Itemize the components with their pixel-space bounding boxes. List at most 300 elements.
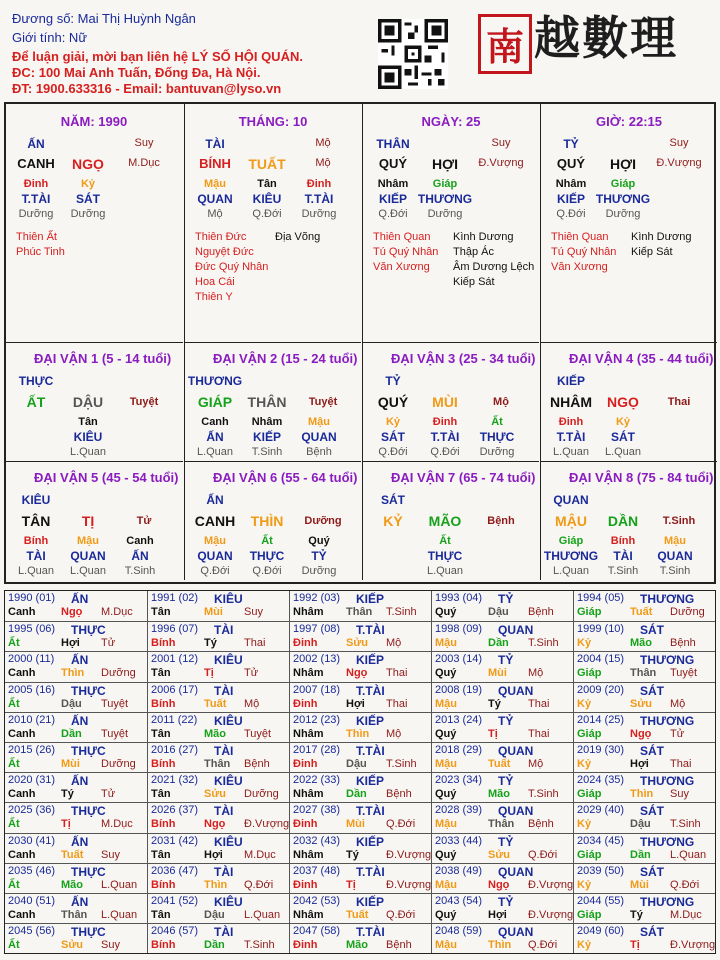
year-cell	[289, 833, 431, 863]
year-stem: Ất	[8, 637, 20, 650]
hidden-stem: Đinh	[432, 416, 458, 428]
header	[0, 0, 720, 100]
year-label: 1994 (05)	[577, 592, 625, 604]
year-stem: Bính	[151, 818, 176, 831]
hidden-stem-phase: Q.Đới	[252, 208, 282, 220]
pillar-4	[540, 104, 717, 342]
year-phase: Bệnh	[670, 637, 696, 650]
year-god: SÁT	[640, 864, 664, 879]
dai-van-title: ĐẠI VẬN 6 (55 - 64 tuổi)	[213, 470, 358, 485]
year-label: 2034 (45)	[577, 834, 625, 847]
year-phase: M.Dục	[244, 848, 276, 861]
year-stem: Đinh	[293, 939, 318, 952]
year-phase: Q.Đới	[528, 848, 558, 861]
hidden-stem: Ất	[439, 535, 451, 547]
hidden-stem-god: SÁT	[611, 430, 635, 444]
year-label: 2014 (25)	[577, 713, 625, 726]
year-stem: Mậu	[435, 697, 457, 710]
hidden-stem: Nhâm	[251, 416, 283, 428]
year-cell	[5, 742, 147, 772]
year-stem: Giáp	[577, 848, 602, 861]
hidden-stem-phase: Q.Đới	[556, 208, 586, 220]
year-label: 2020 (31)	[8, 774, 56, 787]
year-god: SÁT	[640, 683, 664, 698]
year-label: 2016 (27)	[151, 744, 199, 756]
hidden-stem: Kỷ	[615, 416, 631, 428]
pillar-stem-phase: Mộ	[315, 137, 331, 149]
star-auspicious: Văn Xương	[373, 261, 430, 273]
dai-van-stem: CANH	[194, 513, 236, 529]
year-label: 2002 (13)	[293, 653, 341, 666]
year-branch: Mão	[204, 727, 226, 740]
year-god: THỰC	[71, 683, 106, 698]
year-branch: Dần	[488, 637, 509, 650]
star-auspicious: Thiên Quan	[551, 231, 609, 243]
year-stem: Tân	[151, 788, 171, 801]
hidden-stem: Đinh	[306, 178, 332, 190]
year-god: KIÊU	[214, 592, 243, 606]
year-phase: M.Dục	[101, 606, 133, 618]
star-auspicious: Tú Quý Nhân	[551, 246, 617, 258]
year-phase: Tuyệt	[101, 727, 129, 740]
year-cell	[147, 893, 289, 923]
year-label: 2027 (38)	[293, 804, 341, 817]
dai-van-branch: MÃO	[428, 513, 462, 529]
gender: Giới tính: Nữ	[12, 30, 88, 45]
year-branch: Tuất	[61, 848, 84, 861]
dai-van-god: THỰC	[18, 374, 54, 388]
pillar-stem-phase: Suy	[134, 137, 154, 149]
year-phase: Đ.Vượng	[528, 909, 574, 921]
year-god: SÁT	[640, 623, 664, 638]
hidden-stem-phase: Q.Đới	[378, 208, 408, 220]
year-cell	[5, 893, 147, 923]
year-phase: Tử	[244, 667, 259, 680]
year-label: 2025 (36)	[8, 804, 56, 817]
year-cell	[289, 802, 431, 832]
dai-van-phase: Bệnh	[487, 515, 515, 527]
year-branch: Mùi	[61, 758, 80, 770]
pillar-stem: CANH	[17, 156, 55, 171]
year-cell	[289, 682, 431, 712]
hidden-stem: Kỷ	[80, 178, 96, 190]
star-inauspicious: Kiếp Sát	[453, 276, 495, 288]
year-cell	[573, 772, 715, 802]
star-auspicious: Phúc Tinh	[16, 246, 65, 258]
year-stem: Giáp	[577, 667, 602, 680]
hidden-stem-god: THỰC	[249, 549, 285, 563]
hidden-stem: Mậu	[204, 535, 226, 547]
star-inauspicious: Kiếp Sát	[631, 246, 673, 258]
pillar-title: THÁNG: 10	[238, 114, 308, 129]
year-cell	[289, 621, 431, 651]
year-stem: Đinh	[293, 818, 318, 831]
hidden-stem-god: TỶ	[311, 549, 327, 563]
star-inauspicious: Âm Dương Lệch	[453, 261, 535, 273]
year-god: KIẾP	[356, 713, 385, 728]
dai-van-stem: KỶ	[383, 513, 403, 529]
year-branch: Tý	[61, 788, 74, 801]
year-branch: Ngọ	[488, 878, 510, 891]
hidden-stem-god: ẤN	[131, 549, 149, 563]
dai-van-branch: THÌN	[250, 513, 284, 529]
year-phase: Dưỡng	[101, 667, 136, 680]
hidden-stem: Quý	[308, 535, 330, 547]
hidden-stem-god: T.TÀI	[430, 430, 460, 444]
year-phase: Tuyệt	[101, 697, 129, 710]
year-god: ẤN	[71, 653, 89, 668]
year-label: 1996 (07)	[151, 623, 199, 636]
hidden-stem-phase: Dưỡng	[301, 208, 337, 220]
year-stem: Tân	[151, 909, 171, 921]
address: ĐC: 100 Mai Anh Tuấn, Đống Đa, Hà Nội.	[12, 65, 261, 80]
year-stem: Nhâm	[293, 667, 324, 680]
dai-van-title: ĐẠI VẬN 4 (35 - 44 tuổi)	[569, 351, 714, 366]
owner-name: Đương số: Mai Thị Huỳnh Ngân	[12, 11, 196, 26]
hidden-stem-god: QUAN	[301, 430, 337, 444]
year-cell	[431, 772, 573, 802]
hidden-stem: Mậu	[308, 416, 330, 428]
year-branch: Mão	[630, 637, 652, 650]
dai-van-title: ĐẠI VẬN 7 (65 - 74 tuổi)	[391, 470, 536, 485]
year-phase: L.Quan	[670, 848, 707, 861]
star-inauspicious: Thập Ác	[453, 246, 494, 258]
dai-van-stem: ẤT	[26, 394, 46, 410]
year-label: 2046 (57)	[151, 925, 199, 938]
year-branch: Dậu	[61, 697, 82, 710]
year-cell	[289, 863, 431, 893]
hidden-stem-god: THỰC	[427, 549, 463, 563]
year-god: ẤN	[71, 774, 89, 789]
year-phase: Thai	[670, 758, 692, 770]
hidden-stem-phase: Q.Đới	[378, 446, 408, 458]
year-stem: Kỷ	[577, 939, 592, 952]
year-god: THỰC	[71, 925, 106, 940]
year-branch: Sửu	[488, 848, 511, 861]
year-label: 2010 (21)	[8, 713, 56, 726]
year-cell	[147, 923, 289, 953]
year-stem: Quý	[435, 727, 457, 740]
hidden-stem: Ất	[261, 535, 273, 547]
year-phase: Tuyệt	[244, 727, 272, 740]
year-stem: Nhâm	[293, 606, 324, 618]
year-label: 2048 (59)	[435, 925, 483, 938]
star-auspicious: Thiên Ất	[16, 231, 57, 243]
hidden-stem-phase: L.Quan	[604, 446, 642, 458]
year-god: THỰC	[71, 744, 106, 758]
dai-van-title: ĐẠI VẬN 8 (75 - 84 tuổi)	[569, 470, 714, 485]
year-stem: Ất	[8, 697, 20, 710]
year-stem: Ất	[8, 878, 20, 891]
year-stem: Kỷ	[577, 637, 592, 650]
year-god: THƯƠNG	[640, 653, 695, 668]
hidden-stem-god: T.TÀI	[21, 192, 51, 206]
year-stem: Nhâm	[293, 788, 324, 801]
year-cell	[573, 802, 715, 832]
dai-van-phase: Tử	[136, 515, 152, 527]
year-label: 2047 (58)	[293, 925, 341, 938]
year-stem: Giáp	[577, 788, 602, 801]
year-stem: Kỷ	[577, 878, 592, 891]
hidden-stem: Tân	[257, 178, 277, 190]
year-cell	[573, 712, 715, 742]
year-label: 2037 (48)	[293, 864, 341, 877]
hidden-stem-god: KIẾP	[556, 192, 585, 206]
year-label: 2006 (17)	[151, 683, 199, 696]
year-stem: Canh	[8, 727, 36, 740]
year-label: 2033 (44)	[435, 834, 483, 847]
hidden-stem-god: KIẾP	[378, 192, 407, 206]
year-branch: Mão	[61, 878, 83, 891]
year-stem: Canh	[8, 848, 36, 861]
year-label: 2041 (52)	[151, 895, 199, 907]
year-stem: Mậu	[435, 818, 457, 831]
dai-van-stem: MẬU	[555, 513, 587, 529]
year-cell	[289, 651, 431, 681]
year-god: TÀI	[214, 804, 234, 819]
year-god: KIẾP	[356, 774, 385, 789]
star-auspicious: Thiên Y	[195, 291, 233, 303]
year-cell	[289, 742, 431, 772]
year-label: 2023 (34)	[435, 774, 483, 787]
year-branch: Dậu	[346, 758, 367, 770]
year-stem: Đinh	[293, 637, 318, 650]
year-branch: Mùi	[630, 878, 649, 891]
year-branch: Mùi	[488, 667, 507, 680]
pillar-stem-god: ẤN	[27, 137, 45, 151]
dai-van-god: TỶ	[385, 374, 401, 388]
year-phase: Bệnh	[528, 818, 554, 831]
pillar-branch-phase: Mộ	[315, 157, 331, 169]
hidden-stem-phase: Dưỡng	[18, 208, 54, 220]
year-label: 2031 (42)	[151, 834, 199, 847]
dai-van-title: ĐẠI VẬN 1 (5 - 14 tuổi)	[34, 351, 172, 366]
year-label: 2009 (20)	[577, 683, 625, 696]
year-phase: Suy	[244, 606, 263, 618]
year-label: 2007 (18)	[293, 683, 341, 696]
year-god: TÀI	[214, 744, 234, 758]
year-label: 2015 (26)	[8, 744, 56, 756]
pillar-branch-phase: Đ.Vượng	[478, 157, 524, 169]
year-branch: Tị	[488, 727, 498, 740]
year-cell	[147, 833, 289, 863]
year-cell	[431, 802, 573, 832]
year-stem: Canh	[8, 788, 36, 801]
dai-van-title: ĐẠI VẬN 3 (25 - 34 tuổi)	[391, 351, 536, 366]
hidden-stem-god: SÁT	[381, 430, 405, 444]
year-label: 2013 (24)	[435, 713, 483, 726]
year-label: 2029 (40)	[577, 804, 625, 817]
year-phase: Tử	[101, 788, 116, 801]
year-cell	[5, 923, 147, 953]
year-label: 2028 (39)	[435, 804, 483, 817]
hidden-stem-phase: L.Quan	[426, 565, 464, 577]
year-branch: Tị	[204, 667, 214, 680]
year-branch: Thân	[204, 758, 231, 770]
pillar-branch: HỢI	[610, 156, 636, 172]
year-phase: T.Sinh	[670, 818, 701, 831]
year-cell	[147, 591, 289, 621]
year-branch: Sửu	[61, 939, 84, 952]
dai-van-branch: TỊ	[81, 513, 95, 529]
year-stem: Bính	[151, 697, 176, 710]
dai-van-branch: THÂN	[247, 394, 287, 410]
year-god: TÀI	[214, 864, 234, 879]
year-branch: Tuất	[488, 758, 511, 770]
year-god: T.TÀI	[356, 804, 385, 819]
star-inauspicious: Kình Dương	[453, 231, 514, 243]
year-label: 2008 (19)	[435, 683, 483, 696]
year-phase: Bệnh	[386, 939, 412, 952]
hidden-stem-phase: Mộ	[207, 208, 223, 220]
year-phase: T.Sinh	[528, 788, 559, 801]
year-branch: Dần	[61, 727, 82, 740]
year-phase: L.Quan	[244, 909, 281, 921]
qr-code-icon	[378, 18, 448, 90]
year-branch: Thân	[346, 606, 373, 618]
year-stem: Quý	[435, 788, 457, 801]
dai-van-4	[540, 342, 717, 461]
pillar-stem-god: THÂN	[376, 137, 410, 151]
hidden-stem: Giáp	[432, 178, 458, 190]
year-god: TỶ	[498, 713, 514, 728]
year-phase: Tuyệt	[670, 667, 698, 680]
year-cell	[5, 863, 147, 893]
year-stem: Quý	[435, 848, 457, 861]
year-phase: Mộ	[528, 758, 544, 770]
year-god: QUAN	[498, 744, 534, 758]
year-cell	[289, 712, 431, 742]
year-phase: Tử	[101, 637, 116, 650]
year-branch: Dần	[630, 848, 651, 861]
hidden-stem-phase: Dưỡng	[301, 565, 337, 577]
four-pillars-chart	[4, 102, 716, 584]
year-branch: Tị	[630, 939, 640, 952]
year-branch: Sửu	[630, 697, 653, 710]
year-stem: Mậu	[435, 878, 457, 891]
year-stem: Bính	[151, 637, 176, 650]
year-stem: Quý	[435, 909, 457, 921]
year-cell	[431, 621, 573, 651]
year-branch: Tý	[204, 637, 217, 650]
year-label: 2042 (53)	[293, 895, 341, 907]
hidden-stem-phase: Dưỡng	[70, 208, 106, 220]
year-cell	[431, 863, 573, 893]
hidden-stem: Ất	[491, 416, 503, 428]
pillar-title: NGÀY: 25	[421, 114, 481, 129]
year-god: KIẾP	[356, 592, 385, 606]
year-cell	[573, 923, 715, 953]
year-cell	[5, 833, 147, 863]
year-branch: Hợi	[488, 909, 507, 921]
year-phase: L.Quan	[101, 909, 138, 921]
year-label: 1999 (10)	[577, 623, 625, 636]
year-phase: L.Quan	[101, 878, 138, 891]
year-god: THƯƠNG	[640, 834, 695, 849]
year-phase: Suy	[101, 939, 120, 952]
star-auspicious: Thiên Quan	[373, 231, 431, 243]
year-branch: Tị	[61, 818, 71, 831]
pillar-stem-god: TỶ	[563, 137, 579, 151]
year-stem: Kỷ	[577, 758, 592, 770]
year-cell	[431, 651, 573, 681]
star-auspicious: Đức Quý Nhân	[195, 261, 269, 273]
year-god: TỶ	[498, 774, 514, 789]
year-label: 2012 (23)	[293, 713, 341, 726]
hidden-stem-god: TÀI	[613, 549, 633, 563]
year-god: TỶ	[498, 653, 514, 668]
hidden-stem-phase: L.Quan	[552, 565, 590, 577]
year-phase: Đ.Vượng	[386, 848, 432, 861]
year-phase: Dưỡng	[670, 606, 705, 618]
star-inauspicious: Kình Dương	[631, 231, 692, 243]
year-stem: Giáp	[577, 606, 602, 618]
year-god: SÁT	[640, 925, 664, 940]
year-stem: Đinh	[293, 878, 318, 891]
hidden-stem-phase: Q.Đới	[252, 565, 282, 577]
dai-van-stem: NHÂM	[550, 394, 592, 410]
year-phase: Thai	[386, 697, 408, 710]
hidden-stem: Bính	[23, 535, 49, 547]
year-god: THỰC	[71, 864, 106, 879]
hidden-stem-god: QUAN	[657, 549, 693, 563]
year-cell	[573, 591, 715, 621]
year-label: 2032 (43)	[293, 834, 341, 847]
hidden-stem-phase: T.Sinh	[251, 446, 283, 458]
year-label: 2017 (28)	[293, 744, 341, 756]
year-branch: Thìn	[346, 727, 370, 740]
year-phase: Dưỡng	[101, 758, 136, 770]
year-god: T.TÀI	[356, 744, 385, 758]
year-god: THỰC	[71, 623, 106, 638]
hidden-stem: Nhâm	[555, 178, 587, 190]
pillar-stem-god: TÀI	[205, 137, 225, 151]
year-phase: Thai	[528, 697, 550, 710]
year-cell	[5, 712, 147, 742]
year-god: TỶ	[498, 592, 514, 606]
hidden-stem-god: KIÊU	[252, 192, 282, 206]
year-stem: Tân	[151, 606, 171, 618]
dai-van-phase: Thai	[667, 396, 691, 408]
year-stem: Canh	[8, 606, 36, 618]
dai-van-god: THƯƠNG	[187, 374, 243, 388]
hidden-stem: Kỷ	[385, 416, 401, 428]
year-cell	[573, 863, 715, 893]
year-label: 1990 (01)	[8, 592, 56, 604]
year-phase: T.Sinh	[528, 637, 559, 650]
hidden-stem-god: KIÊU	[73, 430, 103, 444]
year-label: 2024 (35)	[577, 774, 625, 787]
year-god: TÀI	[214, 683, 234, 698]
year-branch: Hợi	[61, 637, 80, 650]
year-god: KIÊU	[214, 834, 243, 849]
dai-van-title: ĐẠI VẬN 5 (45 - 54 tuổi)	[34, 470, 179, 485]
year-label: 2038 (49)	[435, 864, 483, 877]
year-phase: M.Dục	[670, 909, 702, 921]
year-branch: Dậu	[204, 909, 225, 921]
year-phase: Bệnh	[386, 788, 412, 801]
hidden-stem-phase: Dưỡng	[605, 208, 641, 220]
year-stem: Nhâm	[293, 909, 324, 921]
year-branch: Thìn	[61, 667, 85, 680]
year-cell	[147, 863, 289, 893]
year-god: TỶ	[498, 834, 514, 849]
brand-logo: 越數理	[534, 11, 678, 65]
pillar-branch: HỢI	[432, 156, 458, 172]
year-god: SÁT	[640, 744, 664, 758]
year-label: 2044 (55)	[577, 895, 625, 907]
hidden-stem: Mậu	[664, 535, 686, 547]
